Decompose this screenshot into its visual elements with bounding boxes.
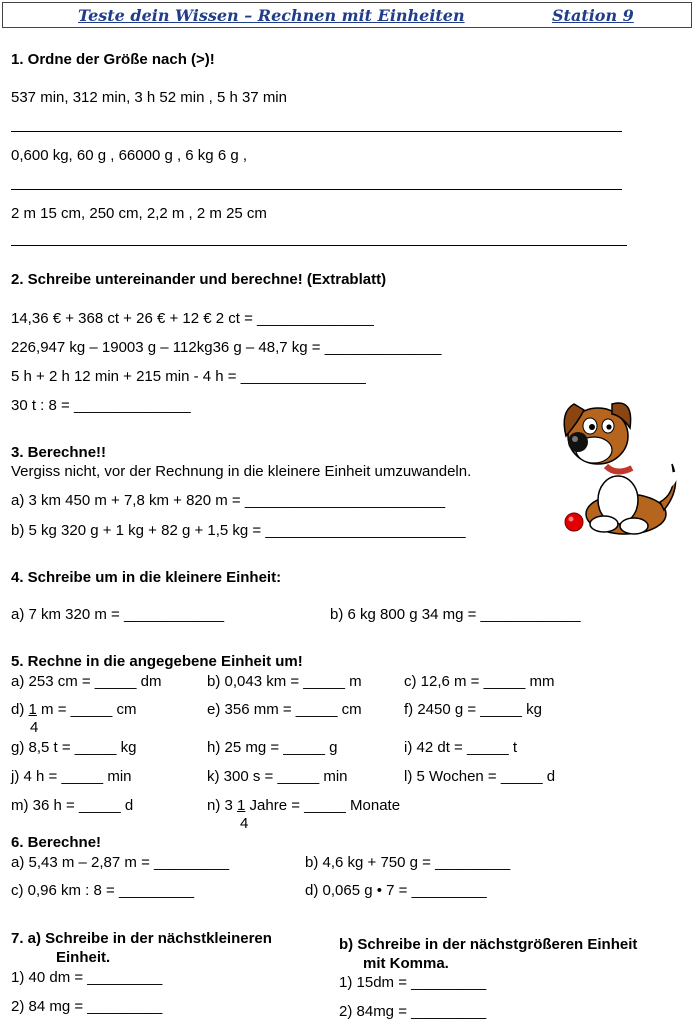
s5-task-k: k) 300 s = _____ min [207,768,348,785]
s2-row-4: 30 t : 8 = ______________ [11,397,191,414]
s7a-task-2: 2) 84 mg = _________ [11,998,163,1015]
s5-task-g: g) 8,5 t = _____ kg [11,739,137,756]
s6-task-a: a) 5,43 m – 2,87 m = _________ [11,854,230,871]
section-2-heading: 2. Schreibe untereinander und berechne! (Extrablatt) [11,271,387,288]
s5-task-n: n) 3 1 Jahre = _____ Monate [207,797,401,814]
section-7b-heading: b) Schreibe in der nächstgrößeren Einheit [339,936,638,953]
section-5-heading: 5. Rechne in die angegebene Einheit um! [11,653,303,670]
s3-task-a: a) 3 km 450 m + 7,8 km + 820 m = ________________________ [11,492,446,509]
s2-row-2: 226,947 kg – 19003 g – 112kg36 g – 48,7 kg = ______________ [11,339,442,356]
section-4-heading: 4. Schreibe um in die kleinere Einheit: [11,569,282,586]
section-7a-heading: 7. a) Schreibe in der nächstkleineren [11,930,272,947]
s1-row-2: 0,600 kg, 60 g , 66000 g , 6 kg 6 g , [11,147,248,164]
s2-row-3: 5 h + 2 h 12 min + 215 min - 4 h = _______________ [11,368,366,385]
dog-illustration [556,392,686,537]
fraction-denominator: 4 [30,719,39,736]
s5-task-i: i) 42 dt = _____ t [404,739,517,756]
s6-task-d: d) 0,065 g • 7 = _________ [305,882,487,899]
s7a-task-1: 1) 40 dm = _________ [11,969,163,986]
s7b-task-2: 2) 84mg = _________ [339,1003,487,1020]
s1-row-3: 2 m 15 cm, 250 cm, 2,2 m , 2 m 25 cm [11,205,267,222]
worksheet-title: Teste dein Wissen – Rechnen mit Einheiten [78,6,465,25]
section-6-heading: 6. Berechne! [11,834,102,851]
s6-task-b: b) 4,6 kg + 750 g = _________ [305,854,511,871]
s2-row-1: 14,36 € + 368 ct + 26 € + 12 € 2 ct = ______________ [11,310,374,327]
station-label: Station 9 [552,6,634,25]
s5-task-m: m) 36 h = _____ d [11,797,134,814]
s4-task-a: a) 7 km 320 m = ____________ [11,606,225,623]
s5-task-a: a) 253 cm = _____ dm [11,673,162,690]
answer-line [11,245,627,246]
section-7a-heading-cont: Einheit. [56,949,111,966]
s4-task-b: b) 6 kg 800 g 34 mg = ____________ [330,606,581,623]
section-1-heading: 1. Ordne der Größe nach (>)! [11,51,215,68]
s5-task-h: h) 25 mg = _____ g [207,739,338,756]
s6-task-c: c) 0,96 km : 8 = _________ [11,882,195,899]
answer-line [11,189,622,190]
s1-row-1: 537 min, 312 min, 3 h 52 min , 5 h 37 min [11,89,287,106]
section-7b-heading-cont: mit Komma. [363,955,449,972]
s5-task-j: j) 4 h = _____ min [11,768,132,785]
s7b-task-1: 1) 15dm = _________ [339,974,487,991]
s5-task-l: l) 5 Wochen = _____ d [404,768,556,785]
s5-task-f: f) 2450 g = _____ kg [404,701,543,718]
s5-task-e: e) 356 mm = _____ cm [207,701,362,718]
fraction-numerator: 1 [28,701,37,718]
s3-note: Vergiss nicht, vor der Rechnung in die kleinere Einheit umzuwandeln. [11,463,472,480]
fraction-numerator: 1 [237,797,246,814]
fraction-denominator: 4 [240,815,249,832]
s3-task-b: b) 5 kg 320 g + 1 kg + 82 g + 1,5 kg = ________________________ [11,522,466,539]
section-3-heading: 3. Berechne!! [11,444,107,461]
answer-line [11,131,622,132]
s5-task-b: b) 0,043 km = _____ m [207,673,362,690]
s5-task-d: d) 1 m = _____ cm [11,701,137,718]
s5-task-c: c) 12,6 m = _____ mm [404,673,555,690]
